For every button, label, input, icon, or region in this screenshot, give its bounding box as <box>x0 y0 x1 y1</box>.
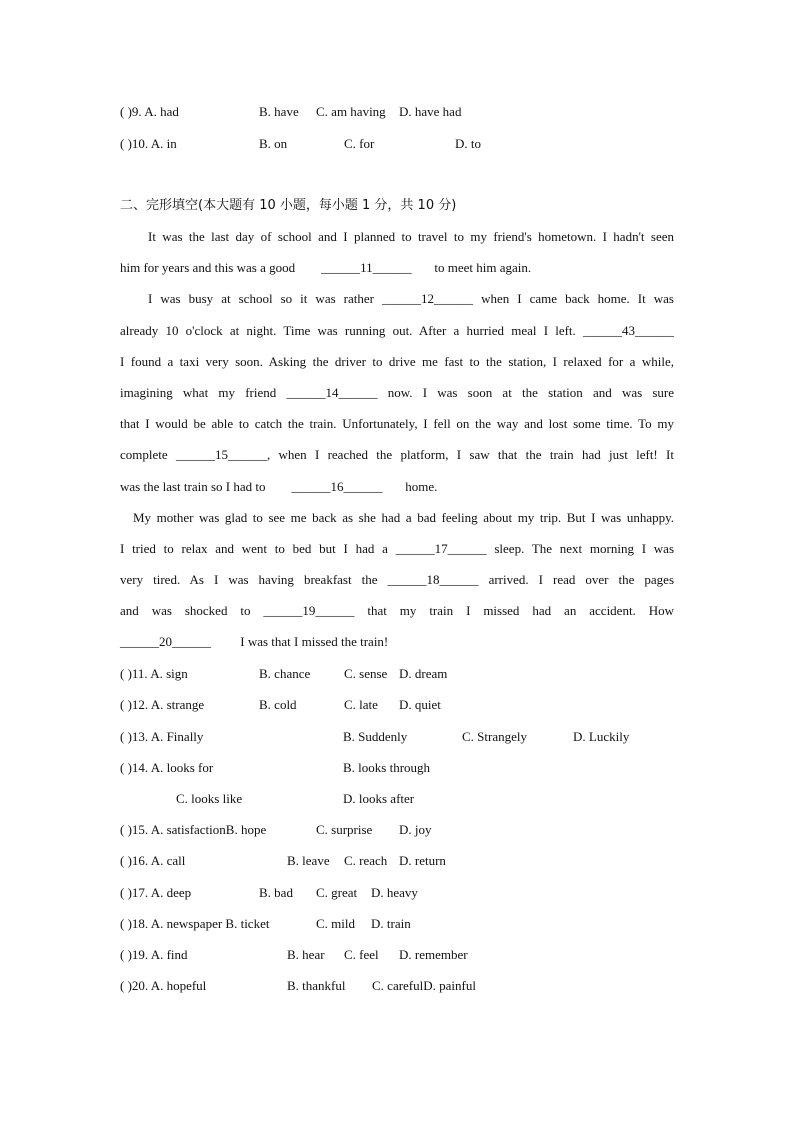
passage-text: him for years and this was a good <box>120 260 296 276</box>
question-16-stem: ( )16. A. call <box>120 853 186 868</box>
question-10-option-b: B. on <box>259 136 288 151</box>
question-11-stem: ( )11. A. sign <box>120 666 188 681</box>
passage-text: home. <box>405 478 438 494</box>
passage-line <box>120 572 674 603</box>
blank-14: ______14______ <box>286 384 378 400</box>
passage-line <box>120 541 674 572</box>
question-14-option-d: D. looks after <box>343 791 415 806</box>
passage-text: that my train I missed had an accident. How <box>367 603 675 619</box>
blank-18: ______18______ <box>387 572 479 588</box>
passage-text: It was the last day of school and I planned to travel to my friend's hometown. I hadn't seen <box>148 229 674 244</box>
question-20-option-b: B. thankful <box>287 978 346 993</box>
question-17-stem: ( )17. A. deep <box>120 885 192 900</box>
question-17-option-d: D. heavy <box>371 885 418 900</box>
question-12-option-d: D. quiet <box>399 697 441 712</box>
question-15-stem: ( )15. A. satisfactionB. hope <box>120 822 267 837</box>
question-19-option-c: C. feel <box>344 947 379 962</box>
question-19-stem: ( )19. A. find <box>120 947 188 962</box>
question-19-option-b: B. hear <box>287 947 325 962</box>
question-16-option-b: B. leave <box>287 853 330 868</box>
passage-text: sleep. The next morning I was <box>494 540 675 556</box>
passage-line <box>120 634 674 665</box>
question-14-stem: ( )14. A. looks for <box>120 760 214 775</box>
question-18-stem: ( )18. A. newspaper B. ticket <box>120 916 270 931</box>
section-title: 二、完形填空(本大题有 10 小题，每小题 1 分，共 10 分) <box>120 198 457 213</box>
passage-line <box>120 323 674 354</box>
question-12-stem: ( )12. A. strange <box>120 697 205 712</box>
question-12-option-b: B. cold <box>259 697 297 712</box>
question-20-option-c: C. carefulD. painful <box>372 978 476 993</box>
question-15-option-c: C. surprise <box>316 822 373 837</box>
passage-text: , when I reached the platform, I saw that the train had just left! It <box>266 447 674 463</box>
passage-text: I found a taxi very soon. Asking the driver to drive me fast to the station, I relaxed for a while, <box>120 353 674 369</box>
question-11-option-c: C. sense <box>344 666 388 681</box>
passage-line <box>120 479 674 510</box>
question-11-option-b: B. chance <box>259 666 311 681</box>
blank-12: ______12______ <box>382 291 474 307</box>
question-13-option-b: B. Suddenly <box>343 729 408 744</box>
passage-text: very tired. As I was having breakfast the <box>120 572 378 588</box>
question-18-option-c: C. mild <box>316 916 356 931</box>
question-17-option-b: B. bad <box>259 885 293 900</box>
blank-11: ______11______ <box>321 260 412 276</box>
question-13-option-c: C. Strangely <box>462 729 527 744</box>
question-12-option-c: C. late <box>344 697 378 712</box>
passage-line <box>120 416 674 447</box>
question-10-option-c: C. for <box>344 136 375 151</box>
blank-13: ______43______ <box>583 322 674 338</box>
question-20-stem: ( )20. A. hopeful <box>120 978 207 993</box>
question-14-option-c: C. looks like <box>176 791 243 806</box>
question-14-option-b: B. looks through <box>343 760 431 775</box>
question-9-stem: ( )9. A. had <box>120 104 179 119</box>
passage-text: imagining what my friend <box>120 384 277 400</box>
passage-line <box>120 260 674 291</box>
passage-line <box>120 603 674 634</box>
passage-text: complete <box>120 447 168 463</box>
passage-text: when I came back home. It was <box>481 291 674 307</box>
passage-text: My mother was glad to see me back as she had a bad feeling about my trip. But I was unhappy. <box>133 509 674 525</box>
question-15-option-d: D. joy <box>399 822 432 837</box>
blank-16: ______16______ <box>291 478 383 494</box>
question-10-stem: ( )10. A. in <box>120 136 177 151</box>
passage-line <box>120 291 674 322</box>
passage-line <box>120 510 674 541</box>
passage-text: that I would be able to catch the train. Unfortunately, I fell on the way and lost some time. To my <box>120 416 674 432</box>
question-18-option-d: D. train <box>371 916 411 931</box>
question-13-stem: ( )13. A. Finally <box>120 729 204 744</box>
passage-text: I tried to relax and went to bed but I had a <box>120 540 388 556</box>
question-9-option-b: B. have <box>259 104 299 119</box>
passage-line <box>120 447 674 478</box>
question-17-option-c: C. great <box>316 885 358 900</box>
passage-text: was the last train so I had to <box>120 478 266 494</box>
passage-text: and was shocked to <box>120 603 251 619</box>
question-9-option-c: C. am having <box>316 104 386 119</box>
question-11-option-d: D. dream <box>399 666 448 681</box>
question-13-option-d: D. Luckily <box>573 729 630 744</box>
blank-15: ______15______ <box>175 447 267 463</box>
question-19-option-d: D. remember <box>399 947 468 962</box>
question-16-option-c: C. reach <box>344 853 388 868</box>
passage-text: already 10 o'clock at night. Time was running out. After a hurried meal I left. <box>120 322 576 338</box>
blank-17: ______17______ <box>395 540 487 556</box>
passage-text: I was busy at school so it was rather <box>148 291 374 307</box>
passage-text: I was that I missed the train! <box>240 634 389 650</box>
blank-20: ______20______ <box>120 634 211 650</box>
passage-text: now. I was soon at the station and was sure <box>387 384 675 400</box>
cloze-passage <box>120 229 674 666</box>
question-10-option-d: D. to <box>455 136 481 151</box>
passage-line <box>120 229 674 260</box>
passage-line <box>120 354 674 385</box>
passage-text: to meet him again. <box>434 260 532 276</box>
blank-19: ______19______ <box>263 603 355 619</box>
passage-line <box>120 385 674 416</box>
question-9-option-d: D. have had <box>399 104 462 119</box>
passage-text: arrived. I read over the pages <box>488 572 675 588</box>
question-16-option-d: D. return <box>399 853 446 868</box>
